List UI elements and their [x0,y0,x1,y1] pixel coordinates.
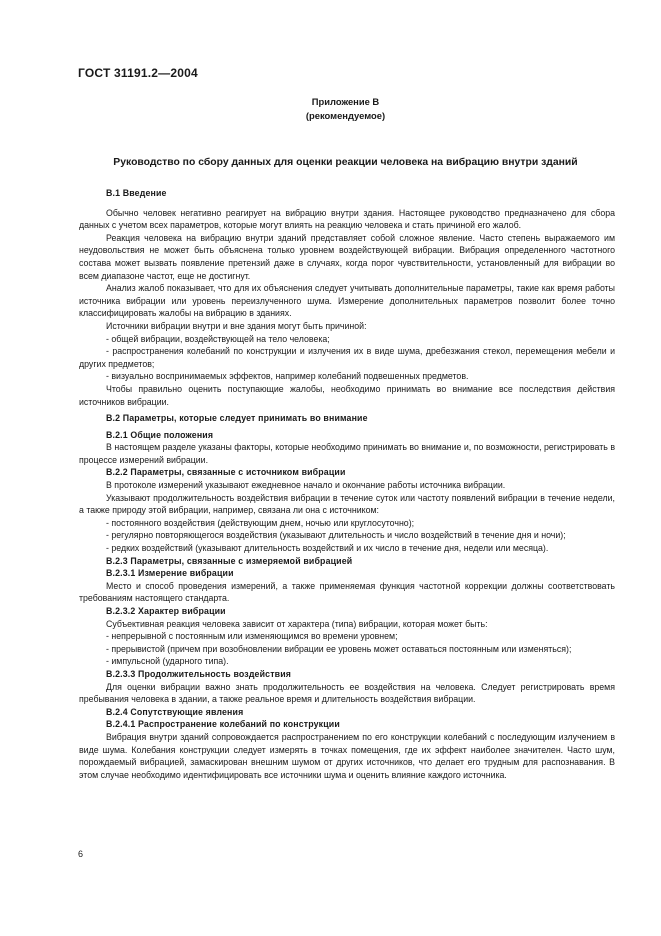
paragraph: Источники вибрации внутри и вне здания могут быть причиной: [106,320,367,331]
heading-b231: В.2.3.1 Измерение вибрации [106,568,234,579]
paragraph: Субъективная реакция человека зависит от характера (типа) вибрации, которая может быть: [106,618,488,629]
paragraph: В настоящем разделе указаны факторы, которые необходимо принимать во внимание и, по возможности, регистрировать в процессе измерений вибрации. [79,442,615,465]
list-item: - общей вибрации, воздействующей на тело человека; [106,333,330,344]
paragraph: Для оценки вибрации важно знать продолжительность ее воздействия на человека. Следует регистрировать время пребывания человека в здании, а также реальное время и длительность воздействия вибрации. [79,681,615,705]
list-item: - постоянного воздействия (действующим днем, ночью или круглосуточно); [106,517,415,528]
heading-b241: В.2.4.1 Распространение колебаний по конструкции [106,719,340,730]
list-item: - редких воздействий (указывают длительность воздействий и их число в течение дня, недели или месяца). [106,543,549,554]
paragraph: Указывают продолжительность воздействия вибрации в течение суток или частоту появлений вибрации в течение недели, а также природу этой вибрации, например, связана ли она с источником: [79,492,615,516]
document-header: ГОСТ 31191.2—2004 [78,66,198,80]
heading-b1: В.1 Введение [106,188,167,198]
paragraph: Вибрация внутри зданий сопровождается распространением по его конструкции колебаний с последующим излучением в виде шума. Колебания конструкции следует измерять в точках помещения, где их эффект наиболее значителен. Часто шум, порождаемый вибрацией, замаскирован внешним шумом от других источников, что делает его трудным для распознавания. В этом случае необходимо идентифицировать все источники шума и оценить влияние каждого источника. [79,731,615,780]
heading-b24: В.2.4 Сопутствующие явления [106,706,244,717]
document-body [79,187,615,781]
list-item: - прерывистой (причем при возобновлении вибрации ее уровень может оставаться постоянным или изменяться); [106,643,572,654]
list-item: - распространения колебаний по конструкции и излучения их в виде шума, дребезжания стекол, перемещения мебели и других предметов; [79,346,615,369]
paragraph: Реакция человека на вибрацию внутри зданий представляет собой сложное явление. Часто степень выражаемого им неудовольствия не может быть объяснена только уровнем воздействующей вибрации. Вибрация определенного частотного состава может вызвать появление претензий даже в случаях, когда порог чувствительности, установленный для вибрации во всем диапазоне частот, еще не достигнут. [79,232,615,281]
heading-b2: В.2 Параметры, которые следует принимать во внимание [106,413,368,424]
appendix-heading [0,95,661,123]
heading-b23: В.2.3 Параметры, связанные с измеряемой вибрацией [106,555,353,566]
appendix-status: (рекомендуемое) [305,110,386,121]
heading-b232: В.2.3.2 Характер вибрации [106,606,226,616]
heading-b21: В.2.1 Общие положения [106,429,214,440]
paragraph: Чтобы правильно оценить поступающие жалобы, необходимо принимать во внимание все последствия действия источников вибрации. [79,383,615,407]
page-number: 6 [78,849,84,859]
paragraph: Анализ жалоб показывает, что для их объяснения следует учитывать дополнительные параметры, такие как время работы источника вибрации или уровень переизлученного шума. Измерение дополнительных параметров позволит более точно классифицировать жалобы на вибрацию в зданиях. [79,283,615,319]
list-item: - непрерывной с постоянным или изменяющимся во времени уровнем; [106,631,398,642]
paragraph: Обычно человек негативно реагирует на вибрацию внутри здания. Настоящее руководство предназначено для сбора данных с учетом всех параметров, которые могут влиять на реакцию человека и стать причиной его жалоб. [79,207,615,231]
paragraph: В протоколе измерений указывают ежедневное начало и окончание работы источника вибрации. [106,480,506,491]
section-title: Руководство по сбору данных для оценки реакции человека на вибрацию внутри зданий [113,157,578,168]
heading-b22: В.2.2 Параметры, связанные с источником вибрации [106,467,346,478]
list-item: - визуально воспринимаемых эффектов, например колебаний подвешенных предметов. [106,371,469,382]
list-item: - импульсной (ударного типа). [106,656,229,667]
heading-b233: В.2.3.3 Продолжительность воздействия [106,668,292,679]
appendix-label: Приложение В [311,96,380,107]
paragraph: Место и способ проведения измерений, а также применяемая функция частотной коррекции должны соответствовать требованиям настоящего стандарта. [79,580,615,604]
list-item: - регулярно повторяющегося воздействия (указывают длительность и число воздействий в течение дня и ночи); [106,530,566,541]
